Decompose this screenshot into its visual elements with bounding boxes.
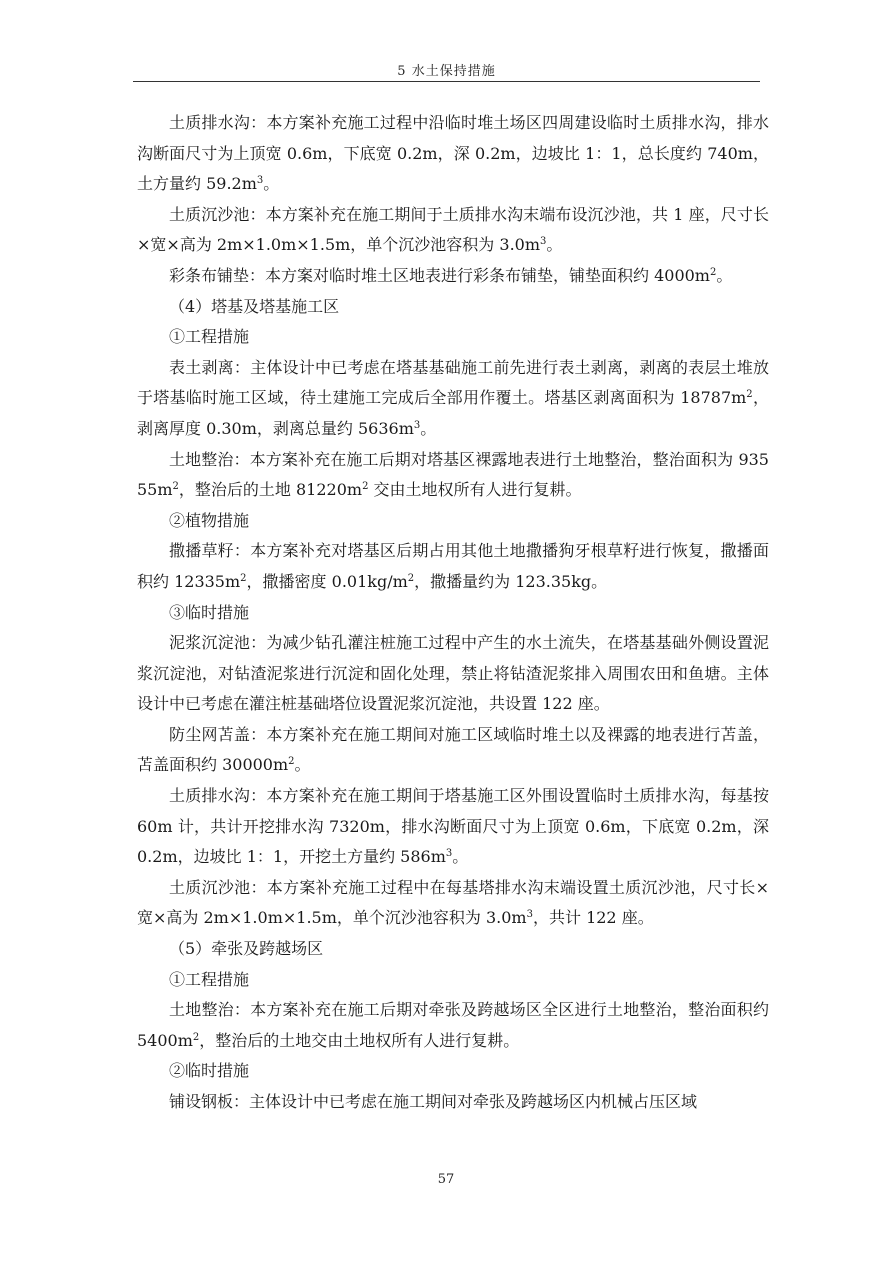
page-number: 57 <box>437 1172 455 1187</box>
paragraph <box>137 873 769 934</box>
text-run: 表土剥离：主体设计中已考虑在塔基基础施工前先进行表土剥离，剥离的表层土堆放于塔基临时施工区域，待土建施工完成后全部用作覆土。塔基区剥离面积为 18787m <box>137 357 769 408</box>
superscript: 2 <box>407 572 415 584</box>
paragraph <box>137 108 769 200</box>
superscript: 2 <box>709 266 717 278</box>
text-run: ，整治后的土地交由土地权所有人进行复耕。 <box>199 1030 520 1050</box>
superscript: 3 <box>256 175 264 187</box>
text-run: 。 <box>294 755 311 775</box>
section-heading <box>137 322 769 353</box>
section-heading <box>137 598 769 629</box>
text-run: ①工程措施 <box>169 327 250 347</box>
paragraph <box>137 1087 769 1118</box>
text-run: ②临时措施 <box>169 1061 250 1081</box>
superscript: 2 <box>362 481 369 493</box>
superscript: 3 <box>526 909 533 921</box>
paragraph <box>137 781 769 873</box>
paragraph <box>137 445 769 506</box>
section-heading <box>137 934 769 965</box>
text-run: 。 <box>263 174 280 194</box>
superscript: 2 <box>288 756 295 768</box>
text-run: ，整治后的土地 81220m <box>178 480 363 500</box>
text-run: 铺设钢板：主体设计中已考虑在施工期间对牵张及跨越场区内机械占压区域 <box>169 1092 698 1111</box>
section-heading <box>137 506 769 537</box>
superscript: 3 <box>540 236 547 248</box>
text-run: 。 <box>716 265 733 285</box>
text-run: 土质排水沟：本方案补充施工过程中沿临时堆土场区四周建设临时土质排水沟，排水沟断面尺寸为上顶宽 0.6m，下底宽 0.2m，深 0.2m，边坡比 1：1，总长度约 740m，土方量约 59.2m <box>137 113 769 194</box>
paragraph <box>137 200 769 261</box>
section-heading <box>137 965 769 996</box>
paragraph <box>137 995 769 1056</box>
text-run: 土质沉沙池：本方案补充在施工期间于土质排水沟末端布设沉沙池，共 1 座，尺寸长×宽×高为 2m×1.0m×1.5m，单个沉沙池容积为 3.0m <box>137 204 769 255</box>
text-run: ，撒播密度 0.01kg/m <box>246 571 408 591</box>
text-run: 。 <box>546 235 563 255</box>
text-run: 。 <box>420 418 437 438</box>
text-run: 防尘网苫盖：本方案补充在施工期间对施工区域临时堆土以及裸露的地表进行苫盖，苫盖面积约 30000m <box>137 724 769 775</box>
text-run: 交由土地权所有人进行复耕。 <box>368 480 582 500</box>
superscript: 3 <box>445 848 453 860</box>
text-run: （4）塔基及塔基施工区 <box>169 296 340 316</box>
section-heading <box>137 292 769 323</box>
text-run: 土地整治：本方案补充在施工后期对塔基区裸露地表进行土地整治，整治面积为 93555m <box>137 449 769 500</box>
section-heading <box>137 1056 769 1087</box>
paragraph <box>137 261 769 292</box>
text-run: 土质沉沙池：本方案补充施工过程中在每基塔排水沟末端设置土质沉沙池，尺寸长×宽×高为 2m×1.0m×1.5m，单个沉沙池容积为 3.0m <box>137 877 769 928</box>
superscript: 2 <box>746 389 753 401</box>
text-run: 彩条布铺垫：本方案对临时堆土区地表进行彩条布铺垫，铺垫面积约 4000m <box>169 265 710 285</box>
text-run: 撒播草籽：本方案补充对塔基区后期占用其他土地撒播狗牙根草籽进行恢复，撒播面积约 12335m <box>137 541 769 591</box>
paragraph <box>137 720 769 781</box>
superscript: 3 <box>413 419 421 431</box>
superscript: 2 <box>240 572 247 584</box>
text-run: （5）牵张及跨越场区 <box>169 939 324 959</box>
text-run: ，共计 122 座。 <box>532 908 654 928</box>
header-divider <box>133 81 760 82</box>
text-run: 土地整治：本方案补充在施工后期对牵张及跨越场区全区进行土地整治，整治面积约 5400m <box>137 1000 769 1050</box>
paragraph <box>137 536 769 597</box>
superscript: 2 <box>192 1031 200 1043</box>
body-text <box>137 108 769 1118</box>
text-run: ，撒播量约为 123.35kg。 <box>414 571 608 591</box>
text-run: ②植物措施 <box>169 510 250 530</box>
text-run: 。 <box>452 847 469 867</box>
text-run: ③临时措施 <box>169 602 250 622</box>
paragraph <box>137 353 769 445</box>
text-run: 土质排水沟：本方案补充在施工期间于塔基施工区外围设置临时土质排水沟，每基按 60m 计，共计开挖排水沟 7320m，排水沟断面尺寸为上顶宽 0.6m，下底宽 0.2m，深 0.2m，边坡比 1：1，开挖土方量约 586m <box>137 786 769 867</box>
text-run: ①工程措施 <box>169 969 250 989</box>
text-run: 泥浆沉淀池：为减少钻孔灌注桩施工过程中产生的水土流失，在塔基基础外侧设置泥浆沉淀池，对钻渣泥浆进行沉淀和固化处理，禁止将钻渣泥浆排入周围农田和鱼塘。主体设计中已考虑在灌注桩基础塔位设置泥浆沉淀池，共设置 122 座。 <box>137 633 769 714</box>
superscript: 2 <box>172 481 179 493</box>
text-run: ，剥离厚度 0.30m，剥离总量约 5636m <box>137 388 769 438</box>
paragraph <box>137 628 769 720</box>
running-header: 5 水土保持措施 <box>397 64 496 79</box>
